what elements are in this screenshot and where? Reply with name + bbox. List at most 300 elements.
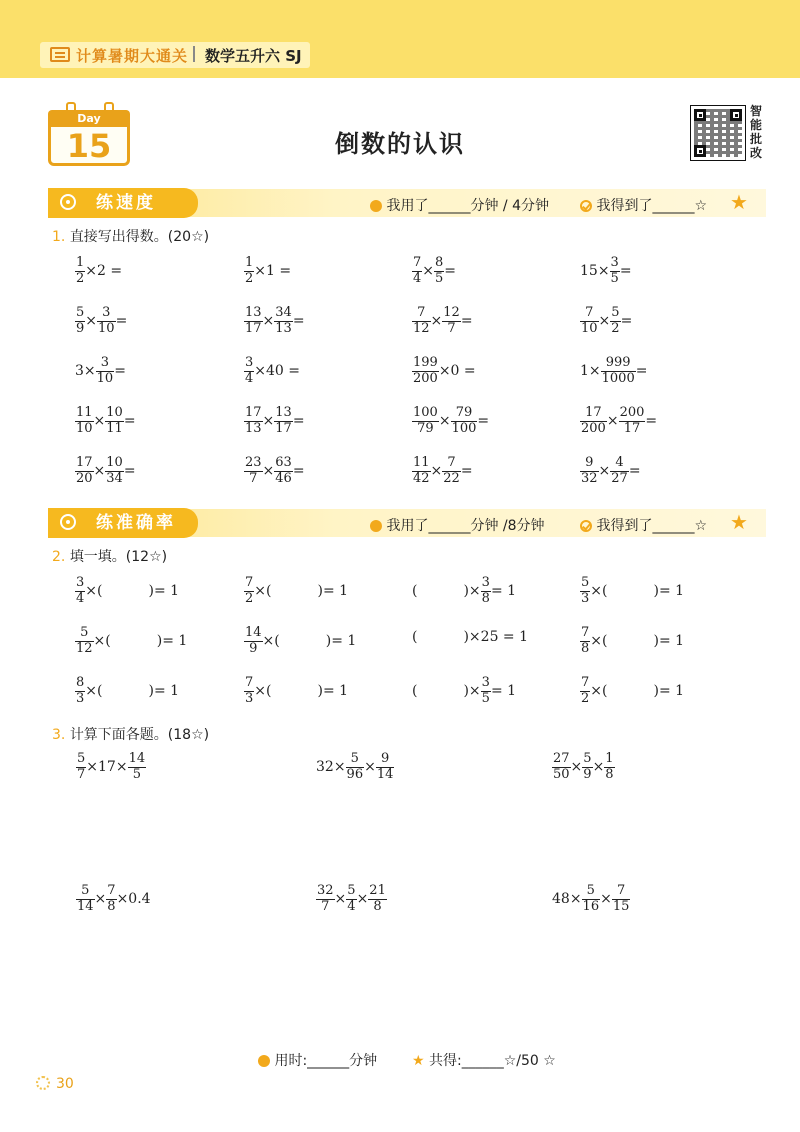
numerator: 23 xyxy=(245,455,262,470)
numerator: 5 xyxy=(582,884,601,900)
numerator: 79 xyxy=(451,406,478,422)
numerator: 5 xyxy=(347,883,356,898)
q1-expression xyxy=(244,255,292,286)
denominator: 4 xyxy=(347,898,356,914)
expr-text: × xyxy=(430,463,443,480)
fraction xyxy=(346,752,365,783)
fraction xyxy=(552,752,571,783)
denominator: 16 xyxy=(582,898,600,914)
denominator: 17 xyxy=(245,320,262,336)
expr-text: = xyxy=(114,363,126,380)
fraction xyxy=(128,752,147,783)
q3-item xyxy=(76,752,146,783)
numerator: 17 xyxy=(580,406,607,422)
q1-item xyxy=(580,256,632,287)
section-tag-accuracy: 练准确率 xyxy=(48,508,198,538)
numerator: 11 xyxy=(76,405,93,420)
fraction xyxy=(274,306,293,337)
expr-text: )= 1 xyxy=(653,583,685,600)
denominator: 42 xyxy=(413,470,430,486)
expr-text: = xyxy=(292,413,305,430)
expr-text: ×2 = xyxy=(85,263,123,280)
denominator: 5 xyxy=(132,766,141,782)
expr-text: × xyxy=(334,891,347,908)
expr-text: = xyxy=(460,463,473,480)
question-3: 3. 计算下面各题。(18☆) xyxy=(52,727,210,743)
q3-item xyxy=(316,884,387,915)
expr-text: ×40 = xyxy=(254,363,301,380)
denominator: 32 xyxy=(581,470,598,486)
q1-item xyxy=(75,406,136,437)
q3-item xyxy=(552,884,630,915)
clock-icon xyxy=(370,200,382,212)
fraction xyxy=(316,884,335,915)
expr-text: × xyxy=(364,759,376,776)
numerator: 9 xyxy=(376,752,395,768)
expr-text: × xyxy=(430,313,443,330)
numerator: 10 xyxy=(106,455,123,470)
footer-time: 用时:______分钟 xyxy=(258,1050,377,1070)
denominator: 2 xyxy=(245,590,254,606)
numerator: 3 xyxy=(610,255,619,270)
score-accuracy: 我得到了______☆ xyxy=(580,515,707,535)
q3-expression xyxy=(316,883,387,914)
q3-item xyxy=(316,752,394,783)
expr-text: ( xyxy=(412,683,418,700)
fraction xyxy=(75,576,85,607)
expr-text: )= 1 xyxy=(325,633,357,650)
q1-expression xyxy=(244,405,305,436)
fraction xyxy=(75,626,94,657)
numerator: 3 xyxy=(76,575,85,590)
numerator: 5 xyxy=(76,884,95,900)
expr-text: 32× xyxy=(316,759,346,776)
fraction xyxy=(610,306,620,337)
fraction xyxy=(412,456,431,487)
numerator: 7 xyxy=(245,675,254,690)
expr-text: = xyxy=(628,463,641,480)
fraction xyxy=(580,626,590,657)
numerator: 63 xyxy=(275,455,292,470)
expr-text: × xyxy=(422,263,435,280)
denominator: 8 xyxy=(107,898,116,914)
numerator: 13 xyxy=(245,305,262,320)
denominator: 9 xyxy=(583,766,592,782)
q1-item xyxy=(75,306,127,337)
denominator: 7 xyxy=(77,766,86,782)
numerator: 999 xyxy=(601,356,636,372)
expr-text: 3× xyxy=(75,363,96,380)
fraction xyxy=(604,752,614,783)
q2-item xyxy=(580,576,684,607)
numerator: 13 xyxy=(275,405,292,420)
expr-text: = xyxy=(645,413,658,430)
q1-expression xyxy=(580,405,658,436)
expr-text: = xyxy=(115,313,128,330)
expr-text: ( xyxy=(412,629,418,645)
star-icon: ★ xyxy=(730,510,748,534)
numerator: 3 xyxy=(97,306,116,322)
fraction xyxy=(481,676,491,707)
expr-text: × xyxy=(262,463,275,480)
expr-text: = xyxy=(444,263,457,280)
q1-item xyxy=(412,356,476,387)
numerator: 21 xyxy=(369,883,386,898)
expr-text: × xyxy=(94,891,107,908)
check-icon xyxy=(580,520,592,532)
fraction xyxy=(451,406,478,437)
q1-expression xyxy=(580,455,641,486)
denominator: 20 xyxy=(76,470,93,486)
q2-expression xyxy=(244,575,349,606)
fraction xyxy=(412,306,431,337)
q1-expression xyxy=(75,255,123,286)
denominator: 3 xyxy=(76,690,85,706)
denominator: 7 xyxy=(321,898,330,914)
denominator: 8 xyxy=(605,766,614,782)
target-icon xyxy=(60,514,76,530)
denominator: 200 xyxy=(581,420,606,436)
numerator: 9 xyxy=(580,456,599,472)
question-1: 1. 直接写出得数。(20☆) xyxy=(52,229,210,245)
fraction xyxy=(580,676,590,707)
denominator: 100 xyxy=(451,420,477,436)
fraction xyxy=(106,884,116,915)
denominator: 7 xyxy=(249,470,258,486)
fraction xyxy=(244,356,254,387)
denominator: 8 xyxy=(373,898,382,914)
q1-expression xyxy=(580,255,632,286)
q1-item xyxy=(412,456,473,487)
expr-text: × xyxy=(606,413,619,430)
denominator: 11 xyxy=(106,420,123,436)
q1-expression xyxy=(244,305,305,336)
fraction xyxy=(619,406,646,437)
denominator: 22 xyxy=(443,470,460,486)
fraction xyxy=(610,456,629,487)
fraction xyxy=(96,356,115,387)
fraction xyxy=(244,406,263,437)
fraction xyxy=(442,456,461,487)
expr-text: = xyxy=(635,363,648,380)
numerator: 27 xyxy=(553,751,570,766)
q2-item xyxy=(244,626,356,657)
check-icon xyxy=(580,200,592,212)
q1-item xyxy=(244,406,305,437)
expr-text: × xyxy=(93,463,106,480)
q3-expression xyxy=(76,751,146,782)
q1-item xyxy=(412,256,456,287)
q2-expression xyxy=(244,675,349,706)
stopwatch-icon xyxy=(60,194,76,210)
denominator: 9 xyxy=(249,640,258,656)
expr-text: ×1 = xyxy=(254,263,292,280)
expr-text: )= 1 xyxy=(148,683,180,700)
expr-text: )× xyxy=(463,583,481,600)
time-used-speed: 我用了______分钟 / 4分钟 xyxy=(370,195,549,215)
expr-text: × xyxy=(356,891,369,908)
q1-expression xyxy=(412,255,457,286)
numerator: 10 xyxy=(106,405,123,420)
fraction xyxy=(75,676,85,707)
denominator: 10 xyxy=(98,320,115,336)
expr-text: )× xyxy=(463,683,481,700)
q1-item xyxy=(412,406,489,437)
fraction xyxy=(244,306,263,337)
expr-text: × xyxy=(598,463,611,480)
qr-label: 智 能 批 改 xyxy=(750,104,763,160)
denominator: 2 xyxy=(245,270,254,286)
q2-expression xyxy=(412,575,517,606)
fraction xyxy=(76,752,86,783)
denominator: 12 xyxy=(413,320,430,336)
denominator: 17 xyxy=(275,420,292,436)
expr-text: ×17× xyxy=(86,759,128,776)
numerator: 7 xyxy=(581,625,590,640)
numerator: 5 xyxy=(346,752,365,768)
numerator: 11 xyxy=(413,455,430,470)
expr-text: ×( xyxy=(93,633,111,650)
numerator: 7 xyxy=(107,883,116,898)
numerator: 14 xyxy=(245,625,262,640)
denominator: 7 xyxy=(447,320,456,336)
fraction xyxy=(376,752,395,783)
sun-icon xyxy=(36,1076,50,1090)
q3-expression xyxy=(76,883,151,914)
fraction xyxy=(442,306,461,337)
star-icon: ★ xyxy=(730,190,748,214)
star-icon: ★ xyxy=(412,1053,425,1069)
numerator: 8 xyxy=(435,255,444,270)
expr-text: = xyxy=(619,263,632,280)
fraction xyxy=(274,406,293,437)
denominator: 27 xyxy=(611,470,628,486)
denominator: 5 xyxy=(610,270,619,286)
q3-expression xyxy=(316,751,394,782)
expr-text: )= 1 xyxy=(653,683,685,700)
q1-expression xyxy=(580,355,648,386)
q2-expression xyxy=(412,629,528,645)
numerator: 3 xyxy=(481,575,490,590)
q2-item xyxy=(75,676,179,707)
fraction xyxy=(97,306,116,337)
expr-text: = xyxy=(123,463,136,480)
q2-item xyxy=(412,576,516,607)
denominator: 10 xyxy=(581,320,598,336)
expr-text: = xyxy=(292,463,305,480)
expr-text: ×( xyxy=(85,583,103,600)
numerator: 7 xyxy=(612,884,631,900)
denominator: 34 xyxy=(106,470,123,486)
day-number: 15 xyxy=(66,127,112,165)
fraction xyxy=(610,256,620,287)
fraction xyxy=(75,306,85,337)
header-divider xyxy=(193,46,195,62)
q3-item xyxy=(76,884,151,915)
expr-text: ×( xyxy=(254,683,272,700)
q2-item xyxy=(412,676,516,707)
numerator: 7 xyxy=(412,306,431,322)
fraction xyxy=(105,406,124,437)
denominator: 4 xyxy=(245,370,254,386)
numerator: 100 xyxy=(413,405,438,420)
q1-expression xyxy=(580,305,633,336)
numerator: 17 xyxy=(76,455,93,470)
q3-item xyxy=(552,752,615,783)
expr-text: )×25 = 1 xyxy=(463,629,529,645)
q2-expression xyxy=(75,675,180,706)
expr-text: )= 1 xyxy=(653,633,685,650)
section-tag-speed: 练速度 xyxy=(48,188,198,218)
q1-item xyxy=(244,306,305,337)
numerator: 5 xyxy=(581,575,590,590)
q1-expression xyxy=(75,405,136,436)
expr-text: × xyxy=(570,759,583,776)
denominator: 3 xyxy=(245,690,254,706)
q2-expression xyxy=(580,675,685,706)
denominator: 15 xyxy=(612,898,630,914)
numerator: 1 xyxy=(605,751,614,766)
denominator: 5 xyxy=(481,690,490,706)
time-used-accuracy: 我用了______分钟 /8分钟 xyxy=(370,515,545,535)
page-title: 倒数的认识 xyxy=(335,130,465,158)
numerator: 200 xyxy=(619,405,645,420)
q1-expression xyxy=(412,405,490,436)
numerator: 12 xyxy=(443,305,460,320)
expr-text: 48× xyxy=(552,891,582,908)
denominator: 14 xyxy=(376,766,394,782)
q1-expression xyxy=(244,355,301,386)
book-icon xyxy=(50,47,70,62)
denominator: 12 xyxy=(76,640,93,656)
q3-expression xyxy=(552,883,630,914)
numerator: 3 xyxy=(481,675,490,690)
q1-expression xyxy=(412,455,473,486)
series-title: 计算暑期大通关 xyxy=(76,47,189,65)
expr-text: ×( xyxy=(254,583,272,600)
numerator: 5 xyxy=(75,626,94,642)
q1-expression xyxy=(412,305,473,336)
expr-text: × xyxy=(85,313,98,330)
denominator: 8 xyxy=(581,640,590,656)
book-title: 数学五升六 SJ xyxy=(205,47,302,65)
denominator: 46 xyxy=(275,470,292,486)
numerator: 3 xyxy=(96,356,115,372)
expr-text: 15× xyxy=(580,263,610,280)
q1-item xyxy=(244,456,305,487)
footer-total: ★ 共得:______☆/50 ☆ xyxy=(412,1053,556,1069)
expr-text: × xyxy=(262,313,275,330)
fraction xyxy=(582,884,601,915)
expr-text: × xyxy=(598,313,611,330)
expr-text: = xyxy=(292,313,305,330)
q2-expression xyxy=(580,625,685,656)
q2-item xyxy=(244,576,348,607)
denominator: 1000 xyxy=(601,370,635,386)
q1-item xyxy=(412,306,473,337)
fraction xyxy=(244,456,263,487)
fraction xyxy=(75,456,94,487)
expr-text: = xyxy=(477,413,490,430)
denominator: 8 xyxy=(481,590,490,606)
fraction xyxy=(76,884,95,915)
q1-expression xyxy=(75,355,126,386)
expr-text: ×0.4 xyxy=(116,891,151,908)
expr-text: ×( xyxy=(590,583,608,600)
numerator: 5 xyxy=(76,305,85,320)
numerator: 5 xyxy=(611,305,620,320)
day-label: Day xyxy=(48,110,130,127)
expr-text: 1× xyxy=(580,363,601,380)
numerator: 32 xyxy=(317,883,334,898)
expr-text: × xyxy=(262,413,275,430)
numerator: 17 xyxy=(245,405,262,420)
expr-text: = 1 xyxy=(490,683,517,700)
fraction xyxy=(346,884,356,915)
q2-expression xyxy=(580,575,685,606)
expr-text: )= 1 xyxy=(317,683,349,700)
numerator: 1 xyxy=(245,255,254,270)
q1-expression xyxy=(412,355,476,386)
denominator: 2 xyxy=(76,270,85,286)
qr-code-icon[interactable] xyxy=(690,105,746,161)
fraction xyxy=(412,256,422,287)
expr-text: )= 1 xyxy=(317,583,349,600)
expr-text: )= 1 xyxy=(156,633,188,650)
denominator: 13 xyxy=(275,320,292,336)
fraction xyxy=(75,256,85,287)
numerator: 7 xyxy=(413,255,422,270)
fraction xyxy=(412,406,439,437)
q2-expression xyxy=(412,675,517,706)
denominator: 10 xyxy=(96,370,114,386)
q3-expression xyxy=(552,751,615,782)
fraction xyxy=(580,306,599,337)
q1-item xyxy=(75,456,136,487)
q2-expression xyxy=(75,625,188,656)
q2-expression xyxy=(244,625,357,656)
denominator: 4 xyxy=(413,270,422,286)
expr-text: = 1 xyxy=(490,583,517,600)
numerator: 8 xyxy=(76,675,85,690)
numerator: 1 xyxy=(76,255,85,270)
q2-item xyxy=(244,676,348,707)
fraction xyxy=(105,456,124,487)
denominator: 2 xyxy=(611,320,620,336)
q1-item xyxy=(580,306,632,337)
denominator: 2 xyxy=(581,690,590,706)
fraction xyxy=(481,576,491,607)
fraction xyxy=(244,626,263,657)
question-2: 2. 填一填。(12☆) xyxy=(52,549,168,565)
fraction xyxy=(75,406,94,437)
denominator: 4 xyxy=(76,590,85,606)
expr-text: ( xyxy=(412,583,418,600)
denominator: 14 xyxy=(77,898,94,914)
q1-item xyxy=(244,256,291,287)
q2-item xyxy=(75,576,179,607)
q1-item xyxy=(244,356,300,387)
numerator: 7 xyxy=(580,306,599,322)
fraction xyxy=(368,884,387,915)
denominator: 17 xyxy=(623,420,641,436)
fraction xyxy=(434,256,444,287)
q2-item xyxy=(580,626,684,657)
denominator: 5 xyxy=(435,270,444,286)
fraction xyxy=(274,456,293,487)
numerator: 14 xyxy=(128,751,146,766)
q1-item xyxy=(580,356,647,387)
